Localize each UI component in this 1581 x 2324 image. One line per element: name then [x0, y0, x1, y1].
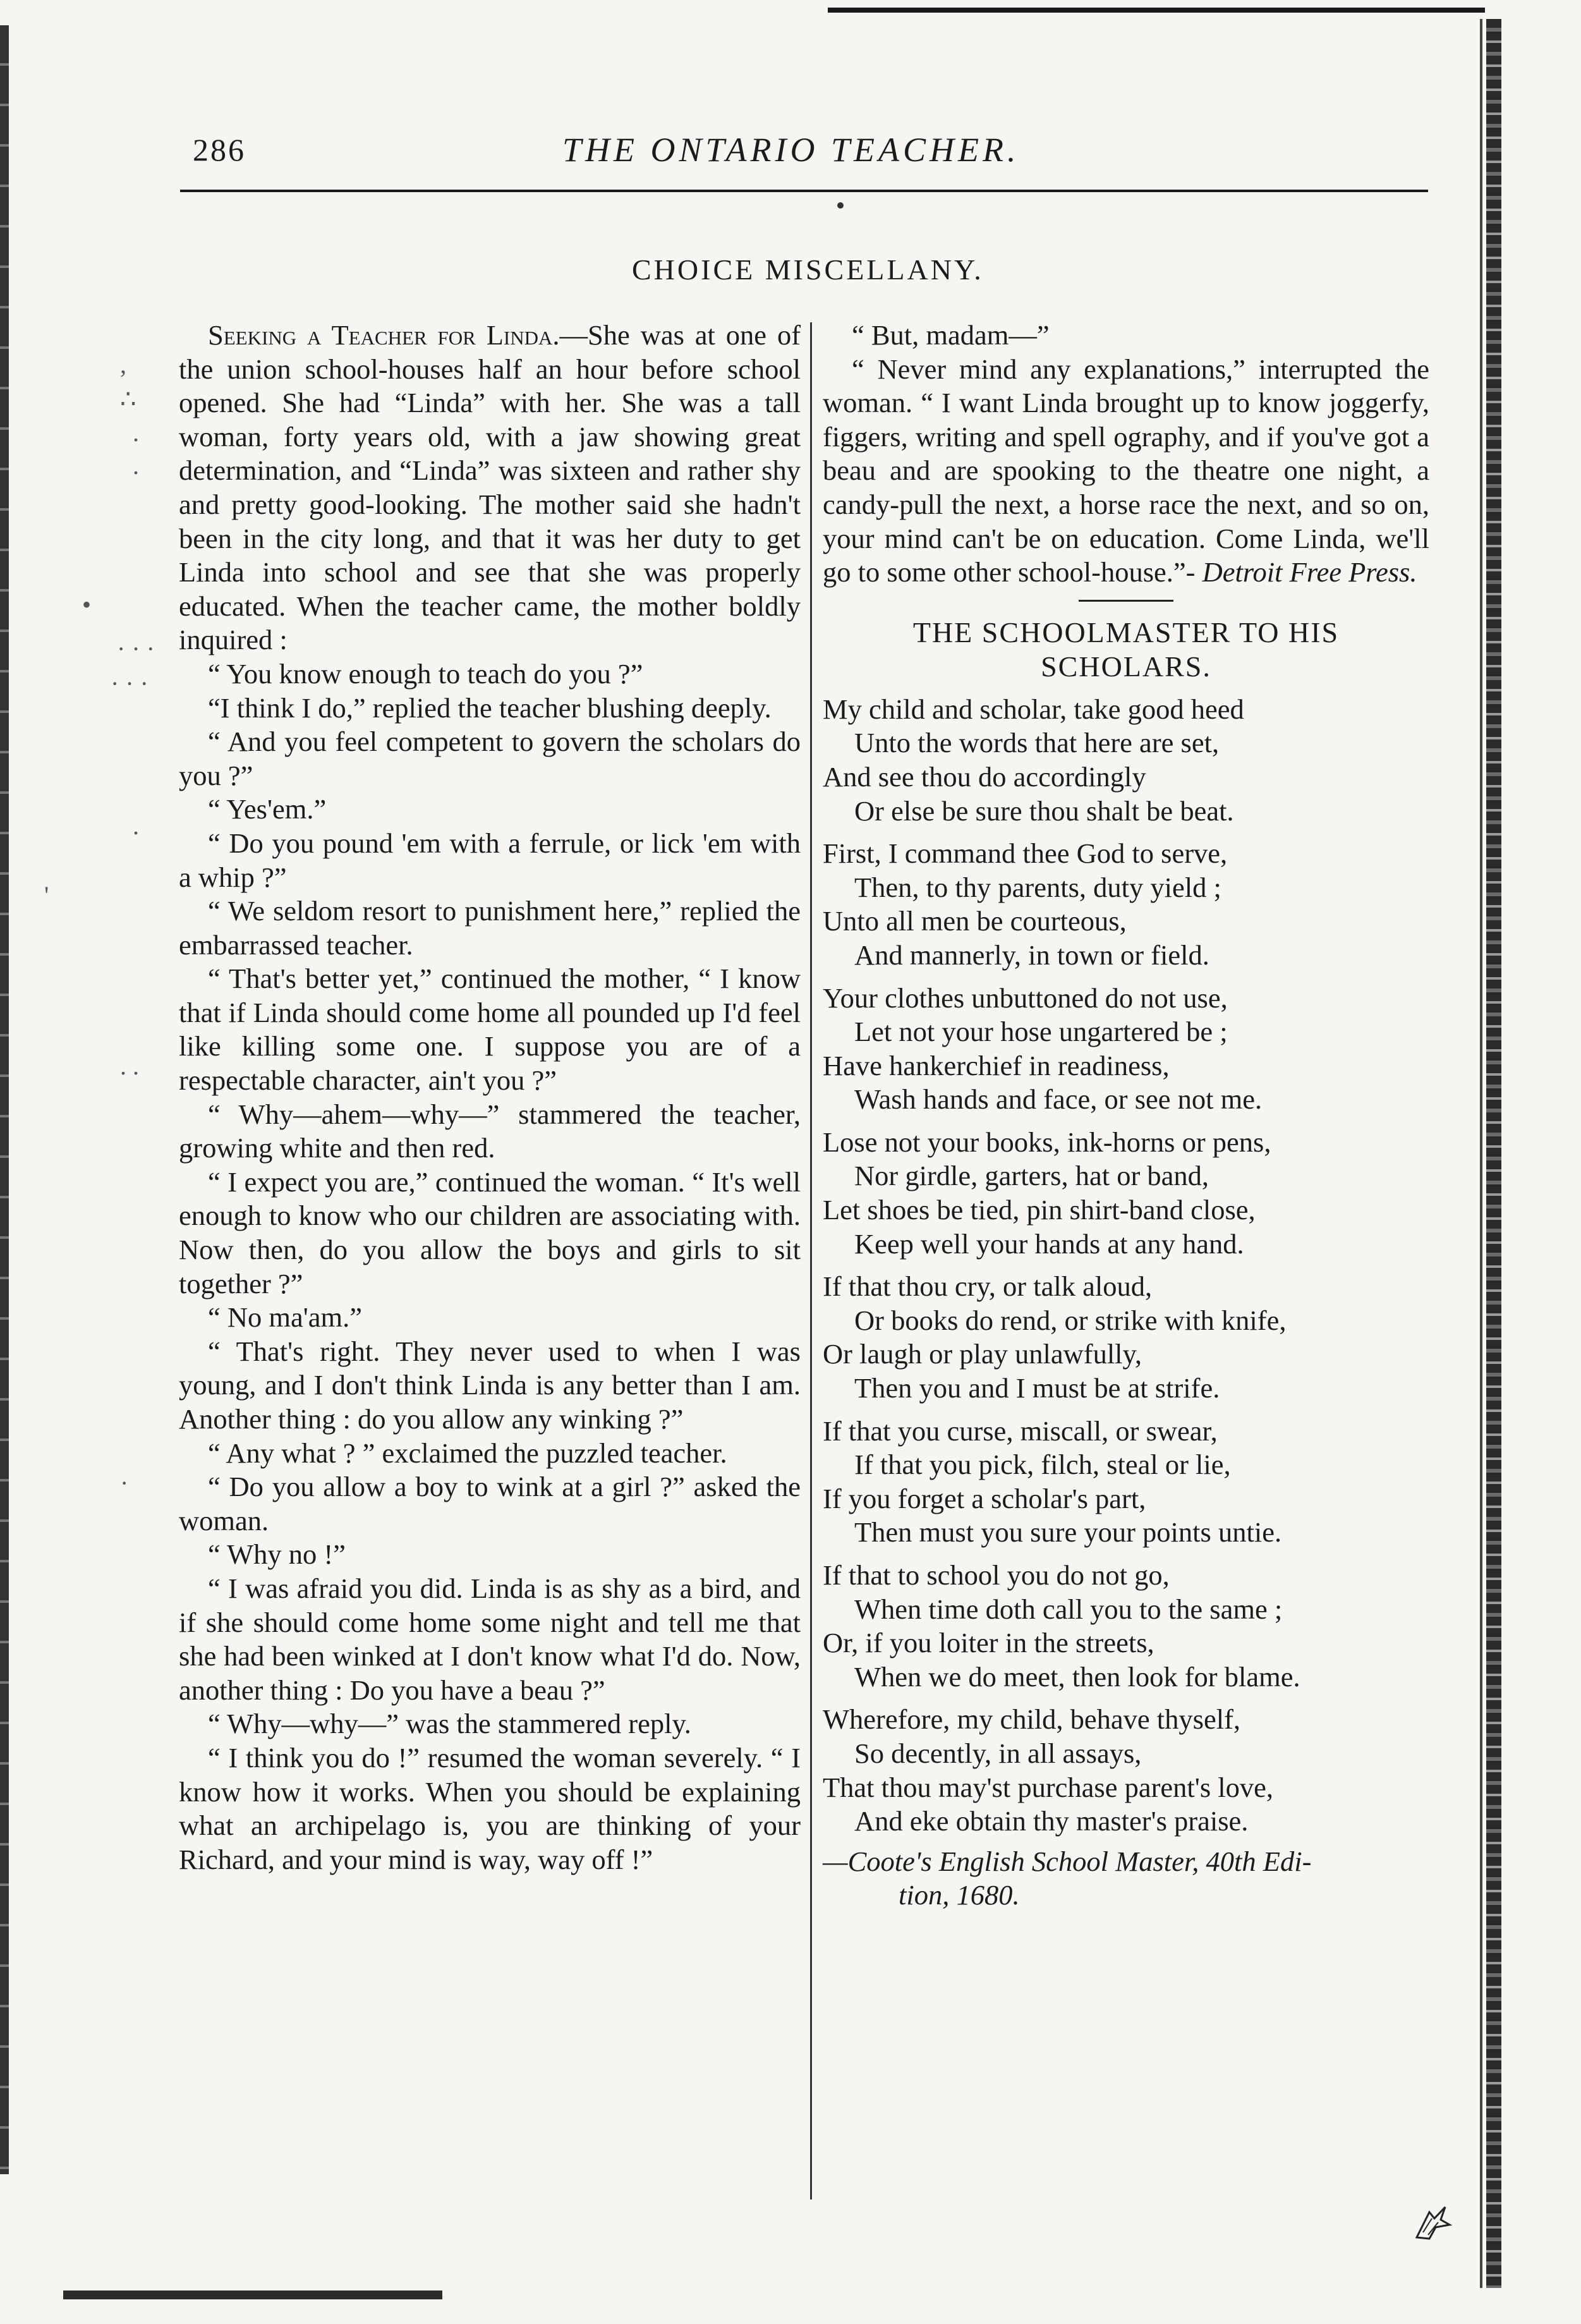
poem-line: And eke obtain thy master's praise. — [854, 1805, 1249, 1837]
poem-title — [823, 616, 1429, 684]
pointing-hand-icon — [1410, 2199, 1455, 2244]
attribution-line: tion, 1680. — [899, 1879, 1020, 1911]
poem-stanza — [823, 1414, 1429, 1550]
header-tick-mark — [837, 202, 844, 209]
poem-line: Or books do rend, or strike with knife, — [854, 1304, 1287, 1336]
poem-line: When time doth call you to the same ; — [854, 1593, 1283, 1625]
article-paragraph: “ Any what ? ” exclaimed the puzzled teacher. — [208, 1437, 727, 1469]
poem-line: My child and scholar, take good heed — [823, 693, 1244, 725]
article-column-right — [823, 319, 1429, 1913]
poem-line: Unto the words that here are set, — [854, 727, 1220, 759]
margin-mark: · · · — [117, 635, 155, 663]
poem-line: Or else be sure thou shalt be beat. — [854, 794, 1234, 827]
poem-line: And see thou do accordingly — [823, 760, 1146, 793]
journal-title: THE ONTARIO TEACHER. — [562, 131, 1020, 169]
poem-body — [823, 693, 1429, 1839]
article-paragraph — [179, 319, 801, 657]
margin-mark: . . — [120, 1052, 139, 1080]
article-paragraph: “ Why—ahem—why—” stammered the teacher, growing white and then red. — [179, 1098, 801, 1164]
article-paragraph: “ Why—why—” was the stammered reply. — [208, 1708, 691, 1740]
poem-stanza — [823, 1559, 1429, 1694]
article-paragraph: “ No ma'am.” — [208, 1301, 363, 1334]
margin-mark: . — [133, 812, 139, 840]
poem-stanza — [823, 1703, 1429, 1838]
poem-stanza — [823, 982, 1429, 1117]
article-column-left — [179, 319, 801, 1877]
poem-line: Keep well your hands at any hand. — [854, 1227, 1244, 1260]
article-paragraph: “ I was afraid you did. Linda is as shy as a bird, and if she should come home some night and tell me that she had been winked at I don't know what I'd do. Now, another thing : Do you have a beau ?” — [179, 1572, 801, 1706]
poem-title-line: THE SCHOOLMASTER TO HIS — [912, 616, 1340, 648]
article-source: Detroit Free Press. — [1202, 556, 1417, 588]
running-head — [171, 126, 1434, 171]
margin-mark: ∴ — [120, 385, 136, 413]
poem-line: If that you pick, filch, steal or lie, — [854, 1449, 1231, 1481]
article-paragraph: “ Do you allow a boy to wink at a girl ?” asked the woman. — [179, 1471, 801, 1536]
poem-line: Then you and I must be at strife. — [854, 1372, 1220, 1404]
poem-line: That thou may'st purchase parent's love, — [823, 1771, 1273, 1803]
poem-line: If that to school you do not go, — [823, 1559, 1170, 1591]
poem-line: Have hankerchief in readiness, — [823, 1049, 1170, 1081]
section-title: CHOICE MISCELLANY. — [632, 253, 984, 286]
poem-line: Or laugh or play unlawfully, — [823, 1338, 1142, 1370]
article-paragraph-continued: “ I think you do !” resumed the woman severely. “ I know how it works. When you should be explaining what an archipelago is, you are thinking of your Richard, and your mind is way, way off !” — [179, 1741, 801, 1875]
article-paragraph: “ You know enough to teach do you ?” — [208, 657, 643, 690]
article-paragraph: “I think I do,” replied the teacher blushing deeply. — [208, 691, 772, 724]
article-paragraph: “ Do you pound 'em with a ferrule, or lick 'em with a whip ?” — [179, 827, 801, 893]
header-rule — [180, 190, 1428, 192]
poem-stanza — [823, 837, 1429, 972]
poem-line: Your clothes unbuttoned do not use, — [823, 982, 1228, 1014]
poem-line: Or, if you loiter in the streets, — [823, 1627, 1154, 1659]
poem-line: Let shoes be tied, pin shirt-band close, — [823, 1194, 1256, 1226]
article-paragraph: “ That's better yet,” continued the mother, “ I know that if Linda should come home all pounded up I'd feel like killing some one. I suppose you are of a respectable character, ain't you ?” — [179, 963, 801, 1097]
poem-line: When we do meet, then look for blame. — [854, 1660, 1300, 1693]
poem-title-line: SCHOLARS. — [1041, 650, 1211, 683]
poem-line: Unto all men be courteous, — [823, 905, 1127, 937]
page-number: 286 — [193, 132, 246, 167]
margin-mark: · · · — [111, 669, 148, 698]
margin-mark: · — [120, 1469, 129, 1497]
article-paragraph — [823, 353, 1429, 590]
poem-stanza — [823, 1270, 1429, 1405]
margin-mark: . — [133, 451, 139, 480]
article-paragraph-text: —She was at one of the union school-houses half an hour before school opened. She had “Linda” with her. She was a tall woman, forty years old, with a jaw showing great determination, and “Linda” was sixteen and rather shy and pretty good-looking. The mother said she hadn't been in the city long, and that it was her duty to get Linda into school and see that she was properly educated. When the teacher came, the mother boldly inquired : — [179, 319, 801, 656]
article-paragraph: “ And you feel competent to govern the scholars do you ?” — [179, 726, 801, 791]
poem-attribution — [823, 1845, 1429, 1913]
poem-line: Wherefore, my child, behave thyself, — [823, 1703, 1241, 1736]
poem-line: Then, to thy parents, duty yield ; — [854, 871, 1221, 903]
top-border-rule — [828, 8, 1485, 13]
poem-line: Then must you sure your points untie. — [854, 1516, 1282, 1548]
article-paragraph: “ That's right. They never used to when I was young, and I don't think Linda is any better than I am. Another thing : do you allow any winking ?” — [179, 1335, 801, 1435]
poem-line: So decently, in all assays, — [854, 1737, 1142, 1769]
poem-line: Let not your hose ungartered be ; — [854, 1016, 1228, 1048]
article-paragraph: “ Why no !” — [208, 1538, 346, 1571]
poem-separator-rule — [1079, 600, 1173, 602]
article-paragraph-text: “ Never mind any explanations,” interrupted the woman. “ I want Linda brought up to know joggerfy, figgers, writing and spell ography, and if you've got a beau and are spooking to the theatre one night, a candy-pull the next, a horse race the next, and so on, your mind can't be on education. Come Linda, we'll go to some other school-house.”- — [823, 353, 1429, 588]
right-border — [1486, 19, 1501, 2288]
article-paragraph: “ Yes'em.” — [208, 793, 327, 825]
right-border-inner — [1480, 19, 1482, 2288]
article-lead-in: Seeking a Teacher for Linda. — [208, 319, 560, 351]
page-left-edge — [0, 25, 9, 2174]
margin-mark: , — [120, 350, 126, 379]
column-divider — [810, 322, 812, 2199]
poem-line: If you forget a scholar's part, — [823, 1482, 1146, 1514]
poem-line: And mannerly, in town or field. — [854, 939, 1209, 971]
poem-line: If that thou cry, or talk aloud, — [823, 1270, 1153, 1303]
poem-line: If that you curse, miscall, or swear, — [823, 1414, 1218, 1447]
article-paragraph: “ But, madam—” — [852, 319, 1050, 351]
poem-line: Lose not your books, ink-horns or pens, — [823, 1126, 1271, 1158]
margin-mark: . — [133, 418, 139, 447]
attribution-line: —Coote's English School Master, 40th Edi- — [823, 1845, 1312, 1877]
margin-mark: • — [82, 590, 92, 619]
poem-line: Wash hands and face, or see not me. — [854, 1083, 1263, 1116]
article-paragraph: “ I expect you are,” continued the woman. “ It's well enough to know who our children are associating with. Now then, do you allow the boys and girls to sit together ?” — [179, 1165, 801, 1299]
poem-line: First, I command thee God to serve, — [823, 837, 1228, 870]
poem-stanza — [823, 693, 1429, 828]
margin-mark: ' — [44, 881, 49, 910]
article-paragraph: “ We seldom resort to punishment here,” replied the embarrassed teacher. — [179, 895, 801, 961]
bottom-border-rule — [63, 2291, 442, 2299]
poem-stanza — [823, 1126, 1429, 1261]
poem-line: Nor girdle, garters, hat or band, — [854, 1160, 1209, 1192]
